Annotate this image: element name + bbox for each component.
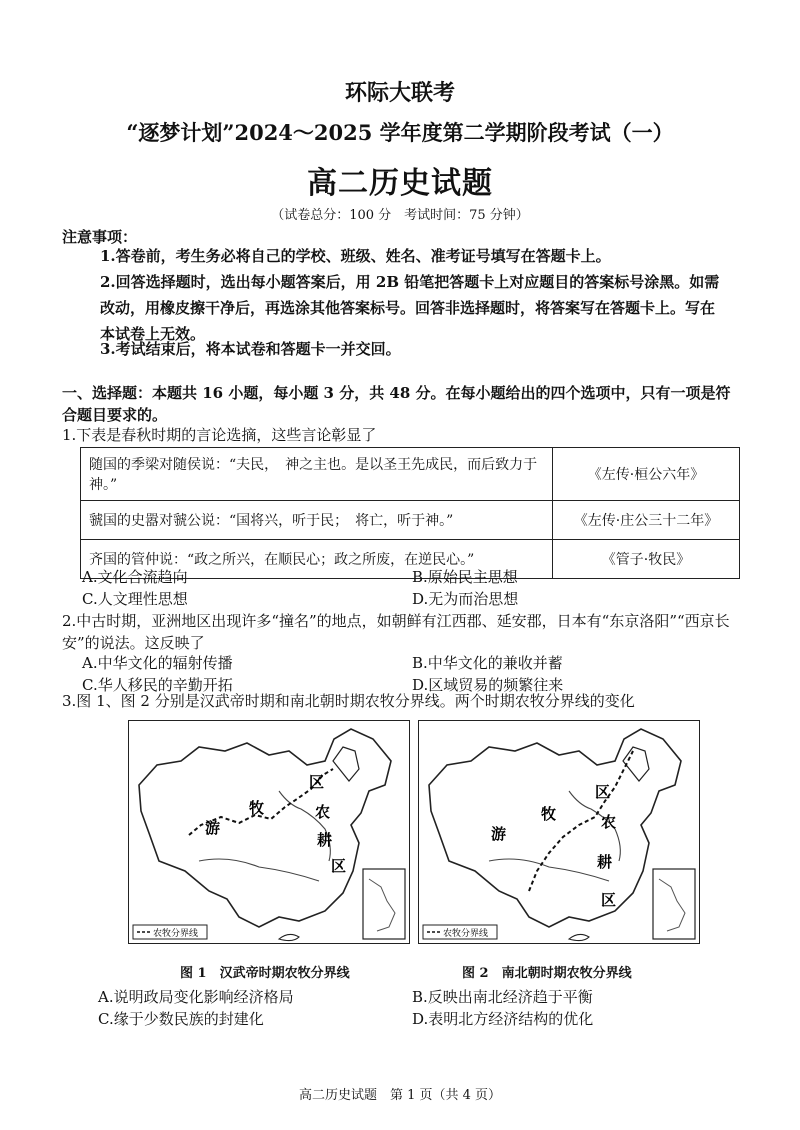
exam-title: “逐梦计划”2024～2025 学年度第二学期阶段考试（一） xyxy=(126,120,674,145)
map-2-label-qu-bottom: 区 xyxy=(601,891,617,909)
exam-meta: （试卷总分：100 分 考试时间：75 分钟） xyxy=(271,208,529,223)
map-southern-northern xyxy=(418,720,700,944)
map-1-label-qu-bottom: 区 xyxy=(331,857,347,875)
notice-item-1: 1.答卷前，考生务必将自己的学校、班级、姓名、准考证号填写在答题卡上。 xyxy=(100,247,611,265)
q2-option-c: C.华人移民的辛勤开拓 xyxy=(82,676,233,694)
notice-item-3: 3.考试结束后，将本试卷和答题卡一并交回。 xyxy=(100,340,401,358)
q2-stem: 2.中古时期，亚洲地区出现许多“撞名”的地点，如朝鲜有江西郡、延安郡，日本有“东京洛阳”“西京长安”的说法。这反映了 xyxy=(62,612,730,652)
table-quote: 虢国的史嚣对虢公说：“国将兴，听于民； 将亡，听于神。” xyxy=(81,501,553,540)
q3-option-a: A.说明政局变化影响经济格局 xyxy=(98,988,294,1006)
map-1-label-qu-top: 区 xyxy=(309,773,325,791)
subject-title: 高二历史试题 xyxy=(307,166,493,201)
section-intro: 一、选择题：本题共 16 小题，每小题 3 分，共 48 分。在每小题给出的四个选项中，只有一项是符合题目要求的。 xyxy=(62,384,731,424)
q2-option-b: B.中华文化的兼收并蓄 xyxy=(412,654,563,672)
exam-org: 环际大联考 xyxy=(344,80,455,106)
map-1-caption: 图 1 汉武帝时期农牧分界线 xyxy=(180,966,350,981)
q3-stem: 3.图 1、图 2 分别是汉武帝时期和南北朝时期农牧分界线。两个时期农牧分界线的变化 xyxy=(62,692,635,710)
notice-item-2: 2.回答选择题时，选出每小题答案后，用 2B 铅笔把答题卡上对应题目的答案标号涂黑。如需改动，用橡皮擦干净后，再选涂其他答案标号。回答非选择题时，将答案写在答题卡上。写在本试卷上无效。 xyxy=(100,273,720,343)
q3-option-d: D.表明北方经济结构的优化 xyxy=(412,1010,594,1028)
notice-title: 注意事项： xyxy=(62,228,138,246)
q3-option-b: B.反映出南北经济趋于平衡 xyxy=(412,988,593,1006)
map-2-label-geng: 耕 xyxy=(597,853,613,871)
map-han-wudi xyxy=(128,720,410,944)
map-1-label-you: 游 xyxy=(205,819,221,837)
map-2-drawing xyxy=(419,721,699,943)
map-2-label-qu-top: 区 xyxy=(595,783,611,801)
table-quote: 随国的季梁对随侯说：“夫民， 神之主也。是以圣王先成民，而后致力于神。” xyxy=(81,448,553,501)
table-row xyxy=(81,448,740,501)
map-1-label-nong: 农 xyxy=(315,803,331,821)
map-2-label-you: 游 xyxy=(491,825,507,843)
page-footer: 高二历史试题 第 1 页（共 4 页） xyxy=(298,1088,502,1103)
map-2-label-mu: 牧 xyxy=(541,805,557,823)
q1-option-a: A.文化合流趋向 xyxy=(82,568,188,586)
map-2-label-nong: 农 xyxy=(601,813,617,831)
q1-stem: 1.下表是春秋时期的言论选摘，这些言论彰显了 xyxy=(62,426,377,444)
map-1-label-mu: 牧 xyxy=(249,799,265,817)
q1-option-b: B.原始民主思想 xyxy=(412,568,518,586)
q2-option-d: D.区域贸易的频繁往来 xyxy=(412,676,564,694)
q1-option-d: D.无为而治思想 xyxy=(412,590,519,608)
map-2-caption: 图 2 南北朝时期农牧分界线 xyxy=(462,966,632,981)
map-2-legend: 农牧分界线 xyxy=(443,929,489,939)
q3-option-c: C.缘于少数民族的封建化 xyxy=(98,1010,264,1028)
table-source: 《左传·桓公六年》 xyxy=(553,448,740,501)
map-1-drawing xyxy=(129,721,409,943)
table-row xyxy=(81,501,740,540)
table-quote: 齐国的管仲说：“政之所兴，在顺民心；政之所废，在逆民心。” xyxy=(81,540,553,579)
map-1-legend: 农牧分界线 xyxy=(153,929,199,939)
q1-option-c: C.人文理性思想 xyxy=(82,590,188,608)
q2-option-a: A.中华文化的辐射传播 xyxy=(82,654,233,672)
table-source: 《左传·庄公三十二年》 xyxy=(553,501,740,540)
map-1-label-geng: 耕 xyxy=(317,831,333,849)
q1-table xyxy=(80,447,740,579)
table-source: 《管子·牧民》 xyxy=(553,540,740,579)
